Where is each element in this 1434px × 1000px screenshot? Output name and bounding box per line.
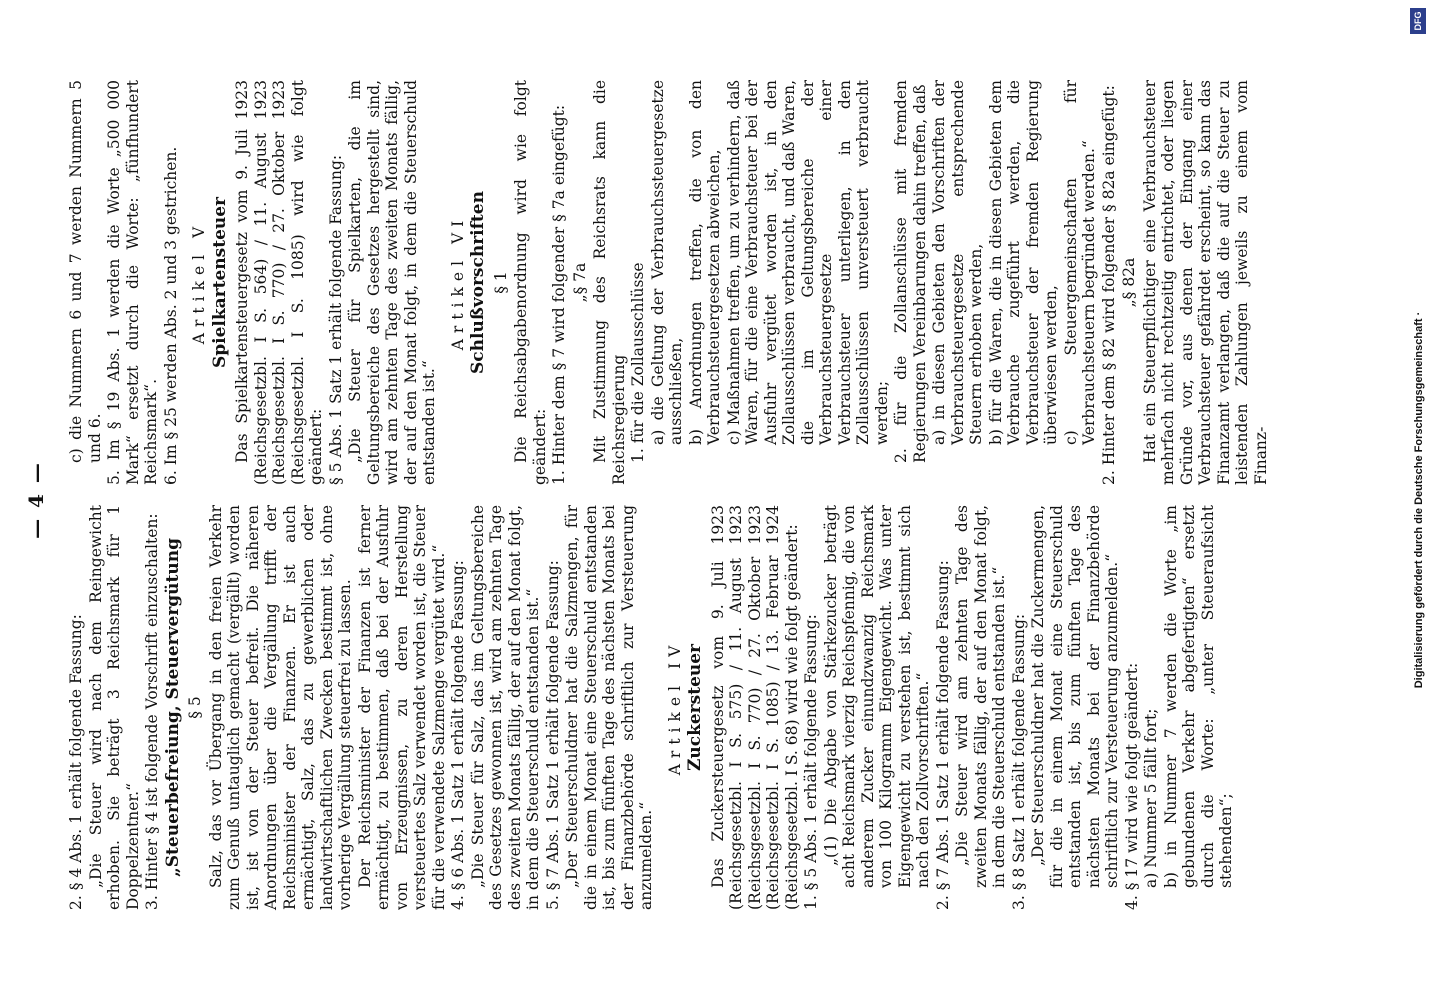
text-block: Salz, das vor Übergang in den freien Verkehr zum Genuß untauglich gemacht (vergällt) worden ist, ist von der Steuer befreit. Die näheren Anordnungen über die Vergällung trifft der Reichsminister der Finanzen. Er ist auch ermächtigt, Salz, das zu gewerblichen oder landwirtschaftlichen Zwecken bestimmt ist, ohne vorherige Vergällung steuerfrei zu lassen. xyxy=(206,505,354,910)
text-block: „Die Steuer wird am zehnten Tage des zweiten Monats fällig, der auf den Monat folgt, in dem die Steuerschuld entstanden ist.“ xyxy=(953,505,1008,888)
text-block: Artikel VI xyxy=(448,214,467,351)
dfg-logo: DFG xyxy=(1410,8,1426,34)
text-block: „Der Steuerschuldner hat die Salzmengen, für die in einem Monat eine Steuerschuld entstanden ist, bis zum fünften Tage des nächsten Monats bei der Finanzbehörde schriftlich zur Versteuerung anzumelden.“ xyxy=(563,505,655,910)
text-block: 4. § 17 wird wie folgt geändert: xyxy=(1122,662,1141,910)
text-block: 1. Hinter dem § 7 wird folgender § 7a eingefügt: xyxy=(550,104,568,485)
digitization-footer xyxy=(1406,0,1432,1000)
text-block: § 5 Abs. 1 Satz 1 erhält folgende Fassung: xyxy=(326,154,345,485)
text-block: c) Maßnahmen treffen, um zu verhindern, daß Waren, für die eine Verbrauchsteuer bei der Ausfuhr vergütet worden ist, in den Zollausschlüssen verbraucht, und daß Waren, die im Geltungsbereiche der Verbrauchsteuergesetze einer Verbrauchsteuer unterliegen, in den Zollausschlüssen unversteuert verbraucht werden; xyxy=(724,80,891,445)
text-block: „Die Steuer für Salz, das im Geltungsbereiche des Gesetzes gewonnen ist, wird am zehnten Tage des zweiten Monats fällig, der auf den Monat folgt, in dem die Steuerschuld entstanden ist.“ xyxy=(468,505,542,910)
text-block: a) in diesen Gebieten den Vorschriften der Verbrauchsteuergesetze entsprechende Steuern erhoben werden, xyxy=(930,80,985,445)
text-block: Schlußvorschriften xyxy=(468,191,488,374)
text-block: 3. Hinter § 4 ist folgende Vorschrift einzuschalten: xyxy=(143,513,161,910)
text-block: b) für die Waren, die in diesen Gebieten dem Verbrauche zugeführt werden, die Verbrauchsteuer der fremden Regierung überwiesen werden, xyxy=(986,80,1060,445)
text-block: „Die Steuer wird nach dem Reingewicht erhoben. Sie beträgt 3 Reichsmark für 1 Doppelzentner.“ xyxy=(86,505,142,910)
left-column xyxy=(67,505,1237,910)
text-block: 2. für die Zollanschlüsse mit fremden Regierungen Vereinbarungen dahin treffen, daß xyxy=(892,80,929,463)
text-block: 2. § 4 Abs. 1 erhält folgende Fassung: xyxy=(67,614,85,910)
right-column xyxy=(67,80,1271,485)
text-block: Das Spielkartensteuergesetz vom 9. Juli 1923 (Reichsgesetzbl. I S. 564) / 11. August 1923 (Reichsgesetzbl. I S. 770) / 27. Oktober 1923 (Reichsgesetzbl. I S. 1085) wird wie folgt geändert: xyxy=(233,80,325,485)
text-block: „§ 82a xyxy=(1120,257,1138,308)
text-block: 5. § 7 Abs. 1 Satz 1 erhält folgende Fassung: xyxy=(543,560,562,910)
rotated-sheet xyxy=(24,70,1317,930)
text-block: § 5 xyxy=(186,696,204,719)
text-block: 6. Im § 25 werden Abs. 2 und 3 gestrichen. xyxy=(161,146,180,485)
text-block: 1. für die Zollausschlüsse xyxy=(629,262,647,463)
text-block: § 1 xyxy=(491,271,510,294)
text-block: „Steuerbefreiung, Steuervergütung xyxy=(162,538,183,877)
text-block: Die Reichsabgabenordnung wird wie folgt geändert: xyxy=(512,80,549,485)
text-block: Spielkartensteuer xyxy=(209,196,230,369)
text-block: Das Zuckersteuergesetz vom 9. Juli 1923 (Reichsgesetzbl. I S. 575) / 11. August 1923 (Reichsgesetzbl. I S. 770) / 27. Oktober 1923 (Reichsgesetzbl. I S. 1085) / 13. Februar 1924 (Reichsgesetzbl. I S. 68) wird wie folgt geändert: xyxy=(708,505,801,910)
text-block: b) in Nummer 7 werden die Worte „im gebundenen Verkehr abgefertigten“ ersetzt durch die Worte: „unter Steueraufsicht stehenden“; xyxy=(1161,505,1235,888)
text-block: a) Nummer 5 fällt fort; xyxy=(1142,708,1160,888)
text-block: c) die Nummern 6 und 7 werden Nummern 5 und 6. xyxy=(67,80,104,463)
text-block: Artikel V xyxy=(190,220,208,345)
text-block: c) Steuergemeinschaften für Verbrauchsteuern begründet werden.“ xyxy=(1061,80,1098,445)
text-block: „Die Steuer für Spielkarten, die im Geltungsbereiche des Gesetzes hergestellt sind, wird am zehnten Tage des zweiten Monats fällig, der auf den Monat folgt, in dem die Steuerschuld entstanden ist.“ xyxy=(346,80,438,485)
footer-note: Digitalisierung gefördert durch die Deutsche Forschungsgemeinschaft · xyxy=(1413,311,1425,689)
text-block: Hat ein Steuerpflichtiger eine Verbrauchsteuer mehrfach nicht rechtzeitig entrichtet, oder liegen Gründe vor, aus denen der Eingang einer Verbrauchsteuer gefährdet erscheint, so kann das Finanzamt verlangen, daß die auf die Steuer zu leistenden Zahlungen jeweils zu einem vom Finanz- xyxy=(1140,80,1270,485)
text-block: 3. § 8 Satz 1 erhält folgende Fassung: xyxy=(1009,613,1028,910)
text-block: a) die Geltung der Verbrauchssteuergesetze ausschließen, xyxy=(648,80,685,445)
text-block: „(1) Die Abgabe von Stärkezucker beträgt acht Reichsmark vierzig Reichspfennig, die von anderem Zucker einundzwanzig Reichsmark von 100 Kilogramm Eigengewicht. Was unter Eigengewicht zu verstehen ist, bestimmt sich nach den Zollvorschriften.“ xyxy=(821,505,932,888)
text-block: 2. Hinter dem § 82 wird folgender § 82a eingefügt: xyxy=(1099,85,1118,485)
text-block: b) Anordnungen treffen, die von den Verbrauchsteuergesetzen abweichen, xyxy=(686,80,723,445)
text-block: 5. Im § 19 Abs. 1 werden die Worte „500 000 Mark“ ersetzt durch die Worte: „fünfhundert Reichsmark“. xyxy=(105,80,160,485)
text-block: Artikel IV xyxy=(665,639,684,776)
text-block: „Der Steuerschuldner hat die Zuckermengen, für die in einem Monat eine Steuerschuld entstanden ist, bis zum fünften Tage des nächsten Monats bei der Finanzbehörde schriftlich zur Versteuerung anzumelden.“ xyxy=(1029,505,1121,888)
text-block: 4. § 6 Abs. 1 Satz 1 erhält folgende Fassung: xyxy=(449,560,467,910)
text-block: Der Reichsminister der Finanzen ist ferner ermächtigt, zu bestimmen, daß bei der Ausfuhr von Erzeugnissen, zu deren Herstellung versteuertes Salz verwendet worden ist, die Steuer für die verwendete Salzmenge vergütet wird.“ xyxy=(355,505,448,910)
text-block: Mit Zustimmung des Reichsrats kann die Reichsregierung xyxy=(591,80,628,485)
text-block: 1. § 5 Abs. 1 erhält folgende Fassung: xyxy=(802,614,820,910)
text-block: Zuckersteuer xyxy=(685,643,705,772)
page-number: — 4 — xyxy=(24,461,48,539)
text-block: „§ 7a xyxy=(570,262,589,303)
text-block: 2. § 7 Abs. 1 Satz 1 erhält folgende Fassung: xyxy=(933,560,952,910)
